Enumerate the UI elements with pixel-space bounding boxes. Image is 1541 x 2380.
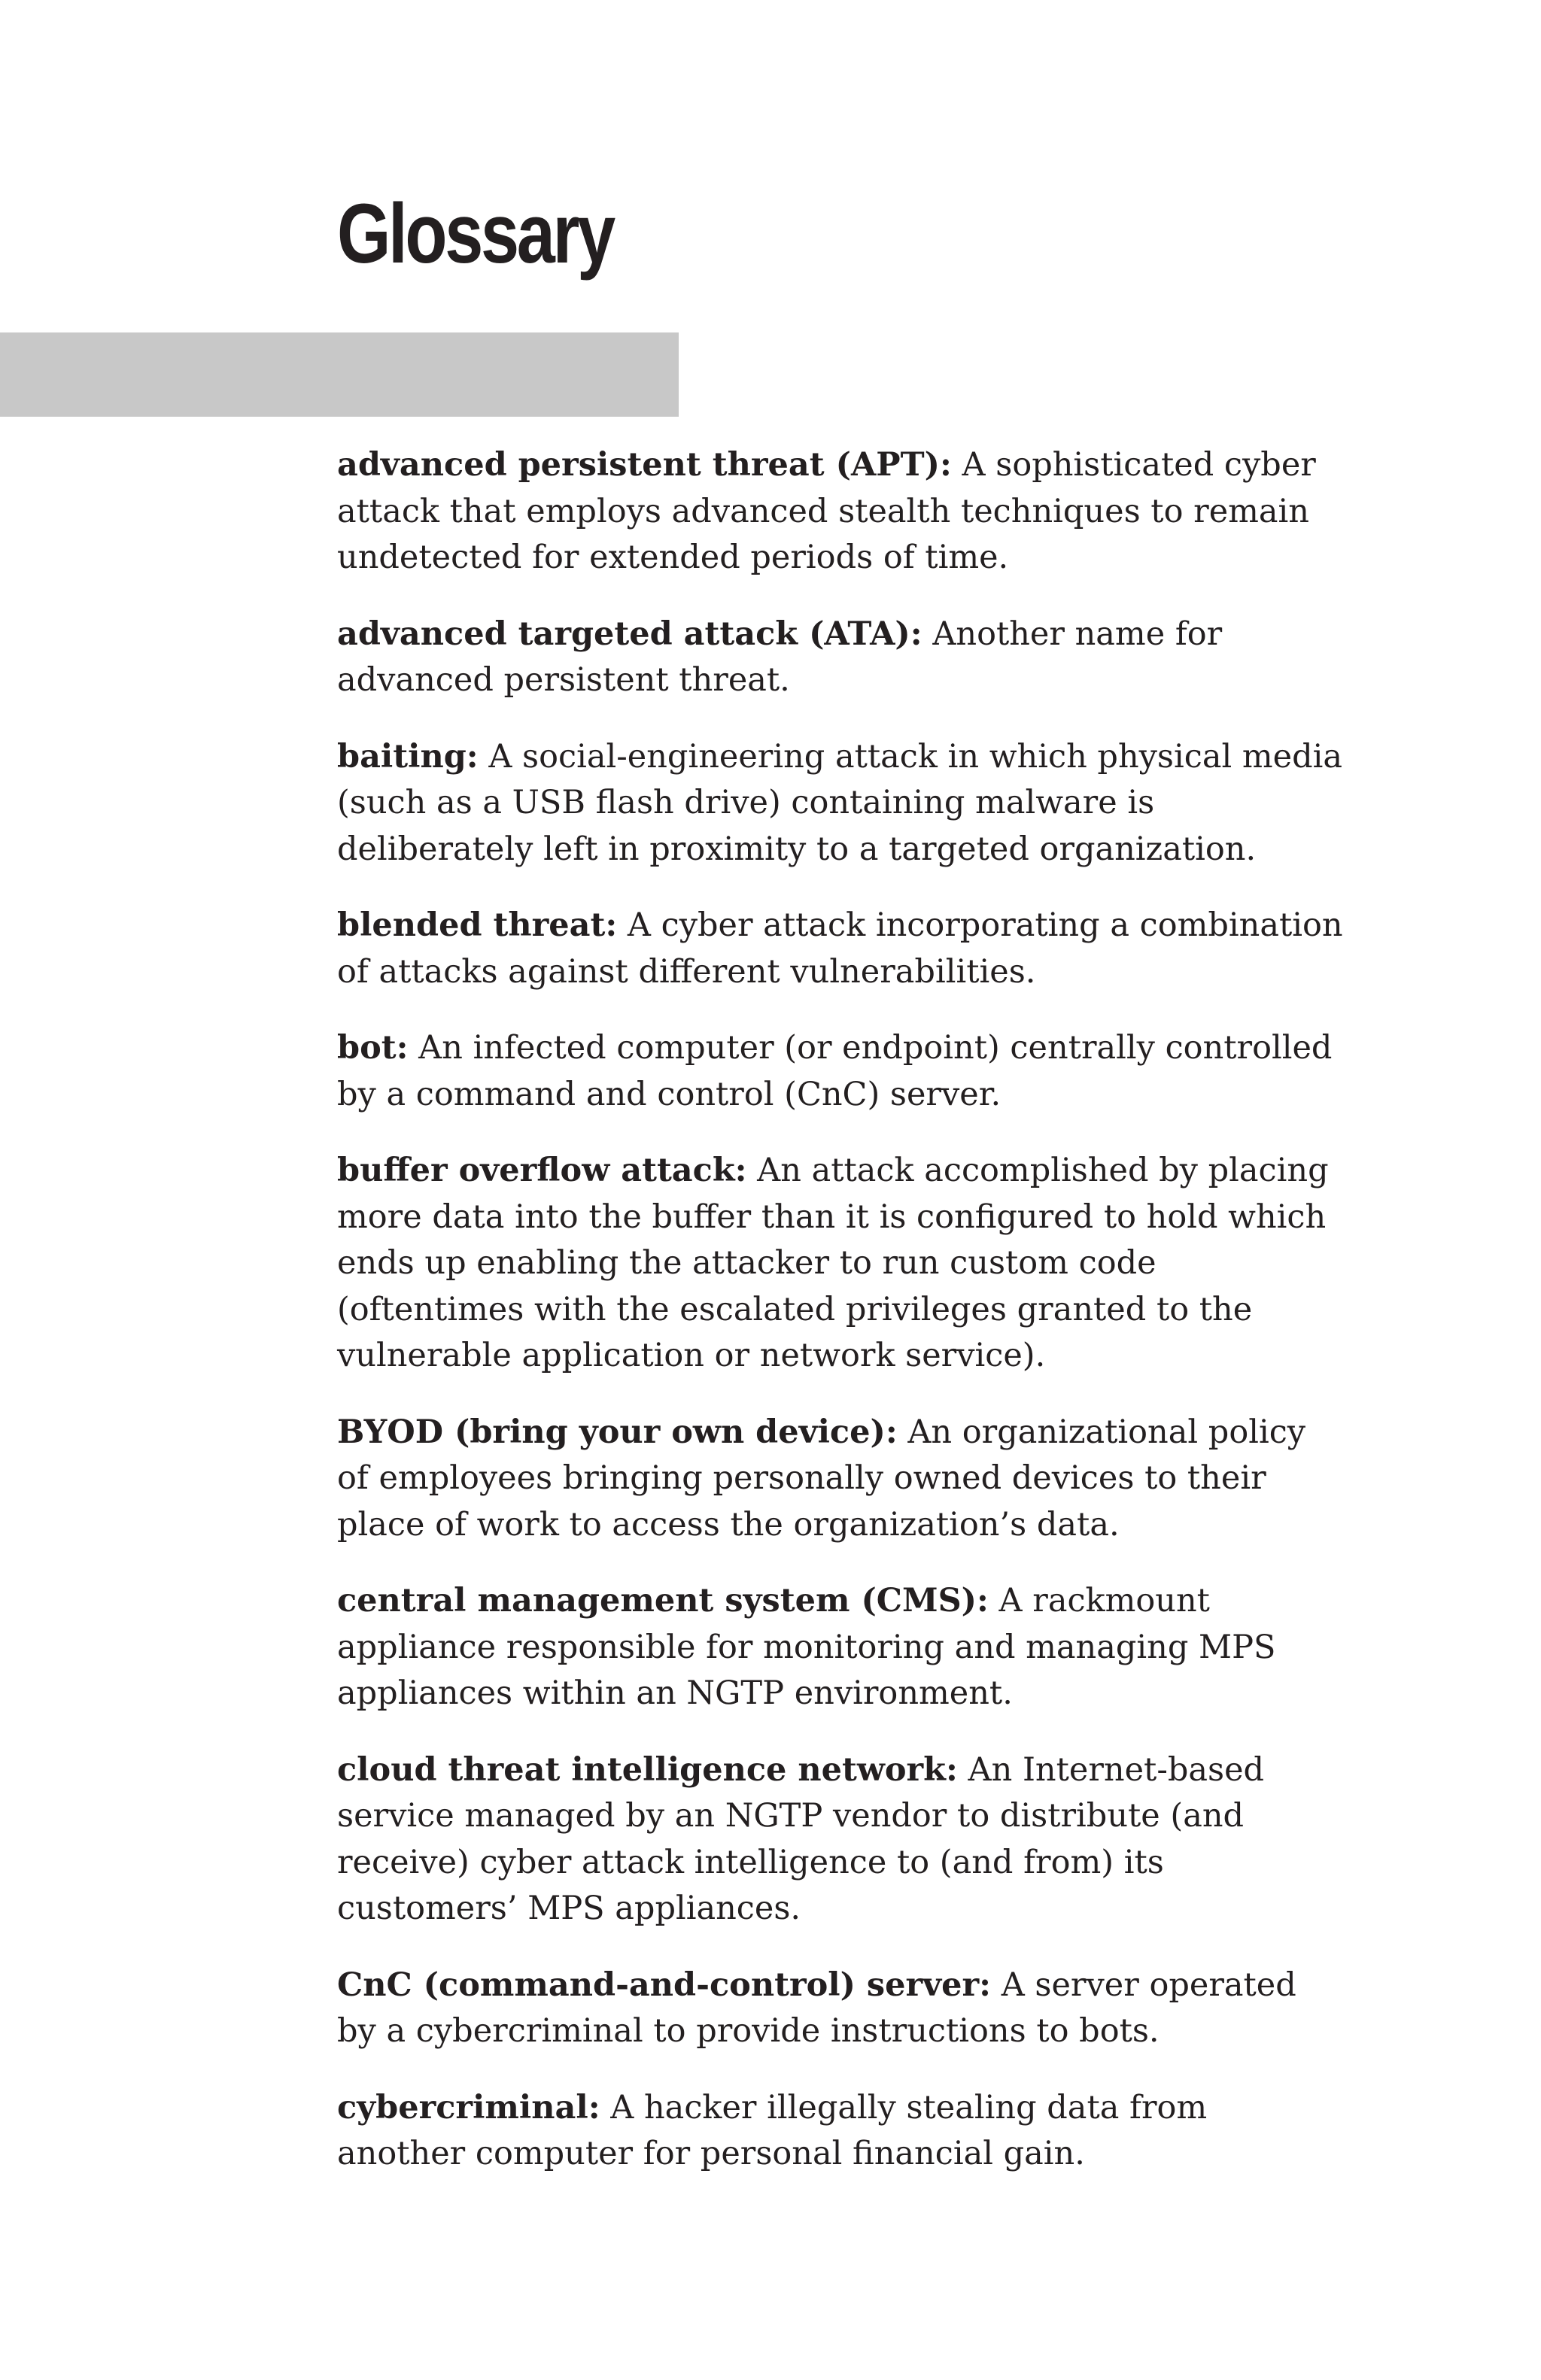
glossary-entry bbox=[337, 734, 1345, 873]
glossary-definition: An Internet-based service managed by an NGTP vendor to distribute (and receive) cyber attack intelligence to (and from) its customers’ MPS appliances. bbox=[337, 1750, 1265, 1927]
glossary-term: bot: bbox=[337, 1029, 409, 1067]
page-title: Glossary bbox=[337, 187, 613, 281]
glossary-definition: A social-engineering attack in which physical media (such as a USB flash drive) containing malware is deliberately left in proximity to a targeted organization. bbox=[337, 737, 1343, 868]
glossary-list bbox=[337, 442, 1345, 2208]
glossary-entry bbox=[337, 442, 1345, 581]
glossary-definition: An attack accomplished by placing more data into the buffer than it is configured to hold which ends up enabling the attacker to run custom code (oftentimes with the escalated privileges granted to the vulnerable application or network service). bbox=[337, 1152, 1329, 1374]
glossary-entry bbox=[337, 1148, 1345, 1380]
glossary-definition: A sophisticated cyber attack that employs advanced stealth techniques to remain undetected for extended periods of time. bbox=[337, 446, 1316, 576]
glossary-term: central management system (CMS): bbox=[337, 1582, 989, 1620]
glossary-definition: Another name for advanced persistent threat. bbox=[337, 615, 1223, 699]
glossary-entry bbox=[337, 903, 1345, 995]
glossary-entry bbox=[337, 612, 1345, 704]
glossary-definition: A cyber attack incorporating a combination of attacks against different vulnerabilities. bbox=[337, 906, 1343, 991]
glossary-term: cloud threat intelligence network: bbox=[337, 1750, 958, 1789]
glossary-definition: An infected computer (or endpoint) centrally controlled by a command and control (CnC) server. bbox=[337, 1029, 1333, 1113]
glossary-term: CnC (command-and-control) server: bbox=[337, 1966, 992, 2004]
glossary-term: advanced persistent threat (APT): bbox=[337, 446, 952, 484]
glossary-entry bbox=[337, 1963, 1345, 2055]
glossary-term: advanced targeted attack (ATA): bbox=[337, 615, 922, 653]
glossary-term: BYOD (bring your own device): bbox=[337, 1413, 898, 1451]
glossary-definition: A rackmount appliance responsible for monitoring and managing MPS appliances within an NGTP environment. bbox=[337, 1582, 1276, 1712]
glossary-term: buffer overflow attack: bbox=[337, 1152, 747, 1189]
glossary-definition: An organizational policy of employees bringing personally owned devices to their place of work to access the organization’s data. bbox=[337, 1413, 1306, 1544]
title-bar-divider bbox=[0, 332, 679, 417]
glossary-entry bbox=[337, 1025, 1345, 1118]
glossary-definition: A hacker illegally stealing data from another computer for personal financial gain. bbox=[337, 2088, 1208, 2172]
glossary-entry bbox=[337, 1747, 1345, 1932]
glossary-entry bbox=[337, 1578, 1345, 1717]
glossary-term: baiting: bbox=[337, 737, 479, 776]
glossary-entry bbox=[337, 2085, 1345, 2178]
glossary-term: cybercriminal: bbox=[337, 2088, 600, 2127]
glossary-definition: A server operated by a cybercriminal to provide instructions to bots. bbox=[337, 1966, 1296, 2050]
glossary-entry bbox=[337, 1410, 1345, 1549]
glossary-term: blended threat: bbox=[337, 906, 618, 944]
